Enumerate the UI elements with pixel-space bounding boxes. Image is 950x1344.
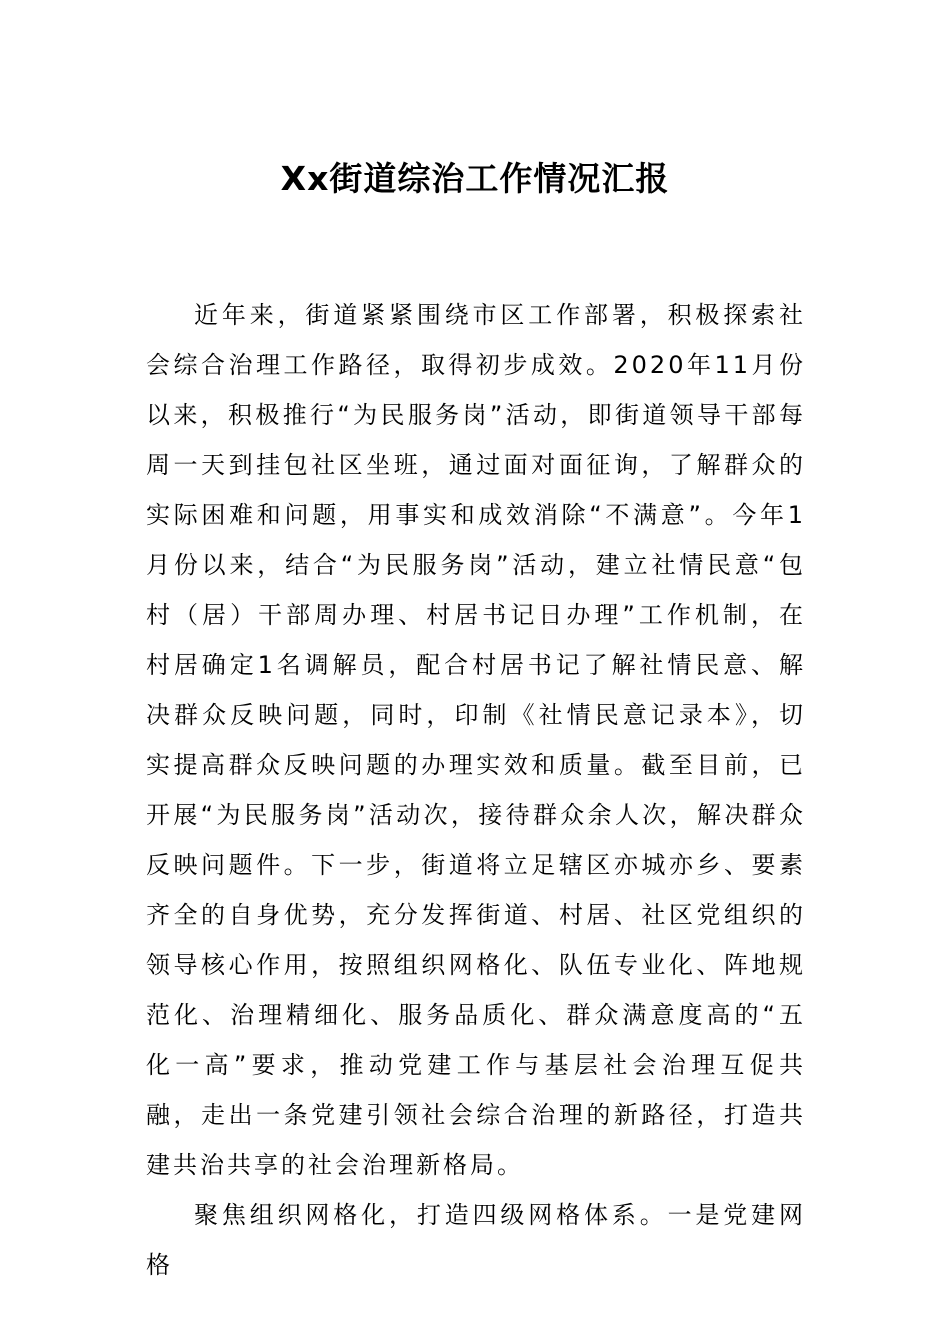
paragraph-2: 聚焦组织网格化，打造四级网格体系。一是党建网格 <box>146 1201 806 1279</box>
paragraph-1: 近年来，街道紧紧围绕市区工作部署，积极探索社会综合治理工作路径，取得初步成效。2020年11月份以来，积极推行“为民服务岗”活动，即街道领导干部每周一天到挂包社区坐班，通过面对面征询，了解群众的实际困难和问题，用事实和成效消除“不满意”。今年1月份以来，结合“为民服务岗”活动，建立社情民意“包村（居）干部周办理、村居书记日办理”工作机制，在村居确定1名调解员，配合村居书记了解社情民意、解决群众反映问题，同时，印制《社情民意记录本》，切实提高群众反映问题的办理实效和质量。截至目前，已开展“为民服务岗”活动次，接待群众余人次，解决群众反映问题件。下一步，街道将立足辖区亦城亦乡、要素齐全的自身优势，充分发挥街道、村居、社区党组织的领导核心作用，按照组织网格化、队伍专业化、阵地规范化、治理精细化、服务品质化、群众满意度高的“五化一高”要求，推动党建工作与基层社会治理互促共融，走出一条党建引领社会综合治理的新路径，打造共建共治共享的社会治理新格局。 <box>146 301 806 1179</box>
document-title: Xx街道综治工作情况汇报 <box>280 159 670 198</box>
document-body <box>146 290 806 1290</box>
